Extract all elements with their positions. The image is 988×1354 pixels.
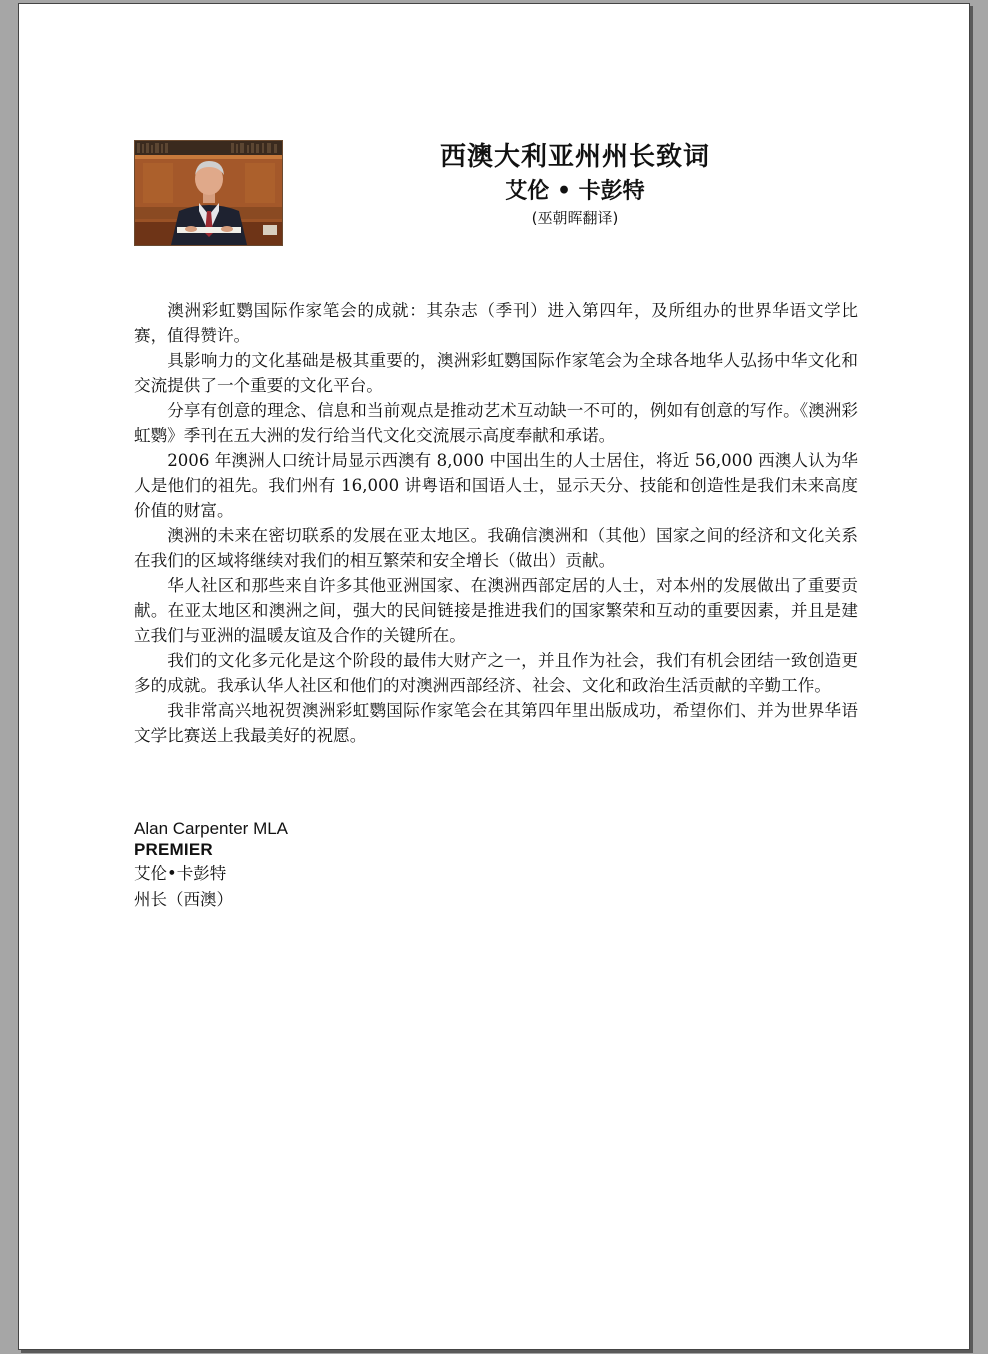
signature-name: Alan Carpenter MLA xyxy=(134,819,289,838)
signature-name-cn: 艾伦•卡彭特 xyxy=(134,864,227,883)
body-paragraph: 华人社区和那些来自许多其他亚洲国家、在澳洲西部定居的人士，对本州的发展做出了重要贡献。在亚太地区和澳洲之间，强大的民间链接是推进我们的国家繁荣和互动的重要因素，并且是建立我们与亚洲的温暖友谊及合作的关键所在。 xyxy=(134,576,858,645)
document-title: 西澳大利亚州州长致词 xyxy=(439,142,710,172)
body-paragraph: 澳洲彩虹鹦国际作家笔会的成就：其杂志（季刊）进入第四年，及所组办的世界华语文学比赛，值得赞许。 xyxy=(134,301,858,345)
translator-credit: (巫朝晖翻译) xyxy=(531,209,619,227)
document-body xyxy=(134,298,858,748)
document-header xyxy=(319,139,831,229)
body-paragraph: 具影响力的文化基础是极其重要的，澳洲彩虹鹦国际作家笔会为全球各地华人弘扬中华文化和交流提供了一个重要的文化平台。 xyxy=(134,351,858,395)
document-subtitle: 艾伦 • 卡彭特 xyxy=(505,178,645,204)
premier-portrait-photo xyxy=(134,140,283,246)
body-paragraph: 澳洲的未来在密切联系的发展在亚太地区。我确信澳洲和（其他）国家之间的经济和文化关系在我们的区域将继续对我们的相互繁荣和安全增长（做出）贡献。 xyxy=(134,526,858,570)
signature-role: PREMIER xyxy=(134,840,213,859)
body-paragraph: 分享有创意的理念、信息和当前观点是推动艺术互动缺一不可的，例如有创意的写作。《澳洲彩虹鹦》季刊在五大洲的发行给当代文化交流展示高度奉献和承诺。 xyxy=(134,401,858,445)
body-paragraph: 我们的文化多元化是这个阶段的最伟大财产之一，并且作为社会，我们有机会团结一致创造更多的成就。我承认华人社区和他们的对澳洲西部经济、社会、文化和政治生活贡献的辛勤工作。 xyxy=(134,651,858,695)
document-page xyxy=(18,3,970,1350)
body-paragraph: 2006 年澳洲人口统计局显示西澳有 8,000 中国出生的人士居住，将近 56,000 西澳人认为华人是他们的祖先。我们州有 16,000 讲粤语和国语人士，显示天分、技能和创造性是我们未来高度价值的财富。 xyxy=(134,451,858,520)
signature-block xyxy=(134,818,288,912)
signature-title-cn: 州长（西澳） xyxy=(134,890,233,909)
body-paragraph: 我非常高兴地祝贺澳洲彩虹鹦国际作家笔会在其第四年里出版成功，希望你们、并为世界华语文学比赛送上我最美好的祝愿。 xyxy=(134,701,858,745)
